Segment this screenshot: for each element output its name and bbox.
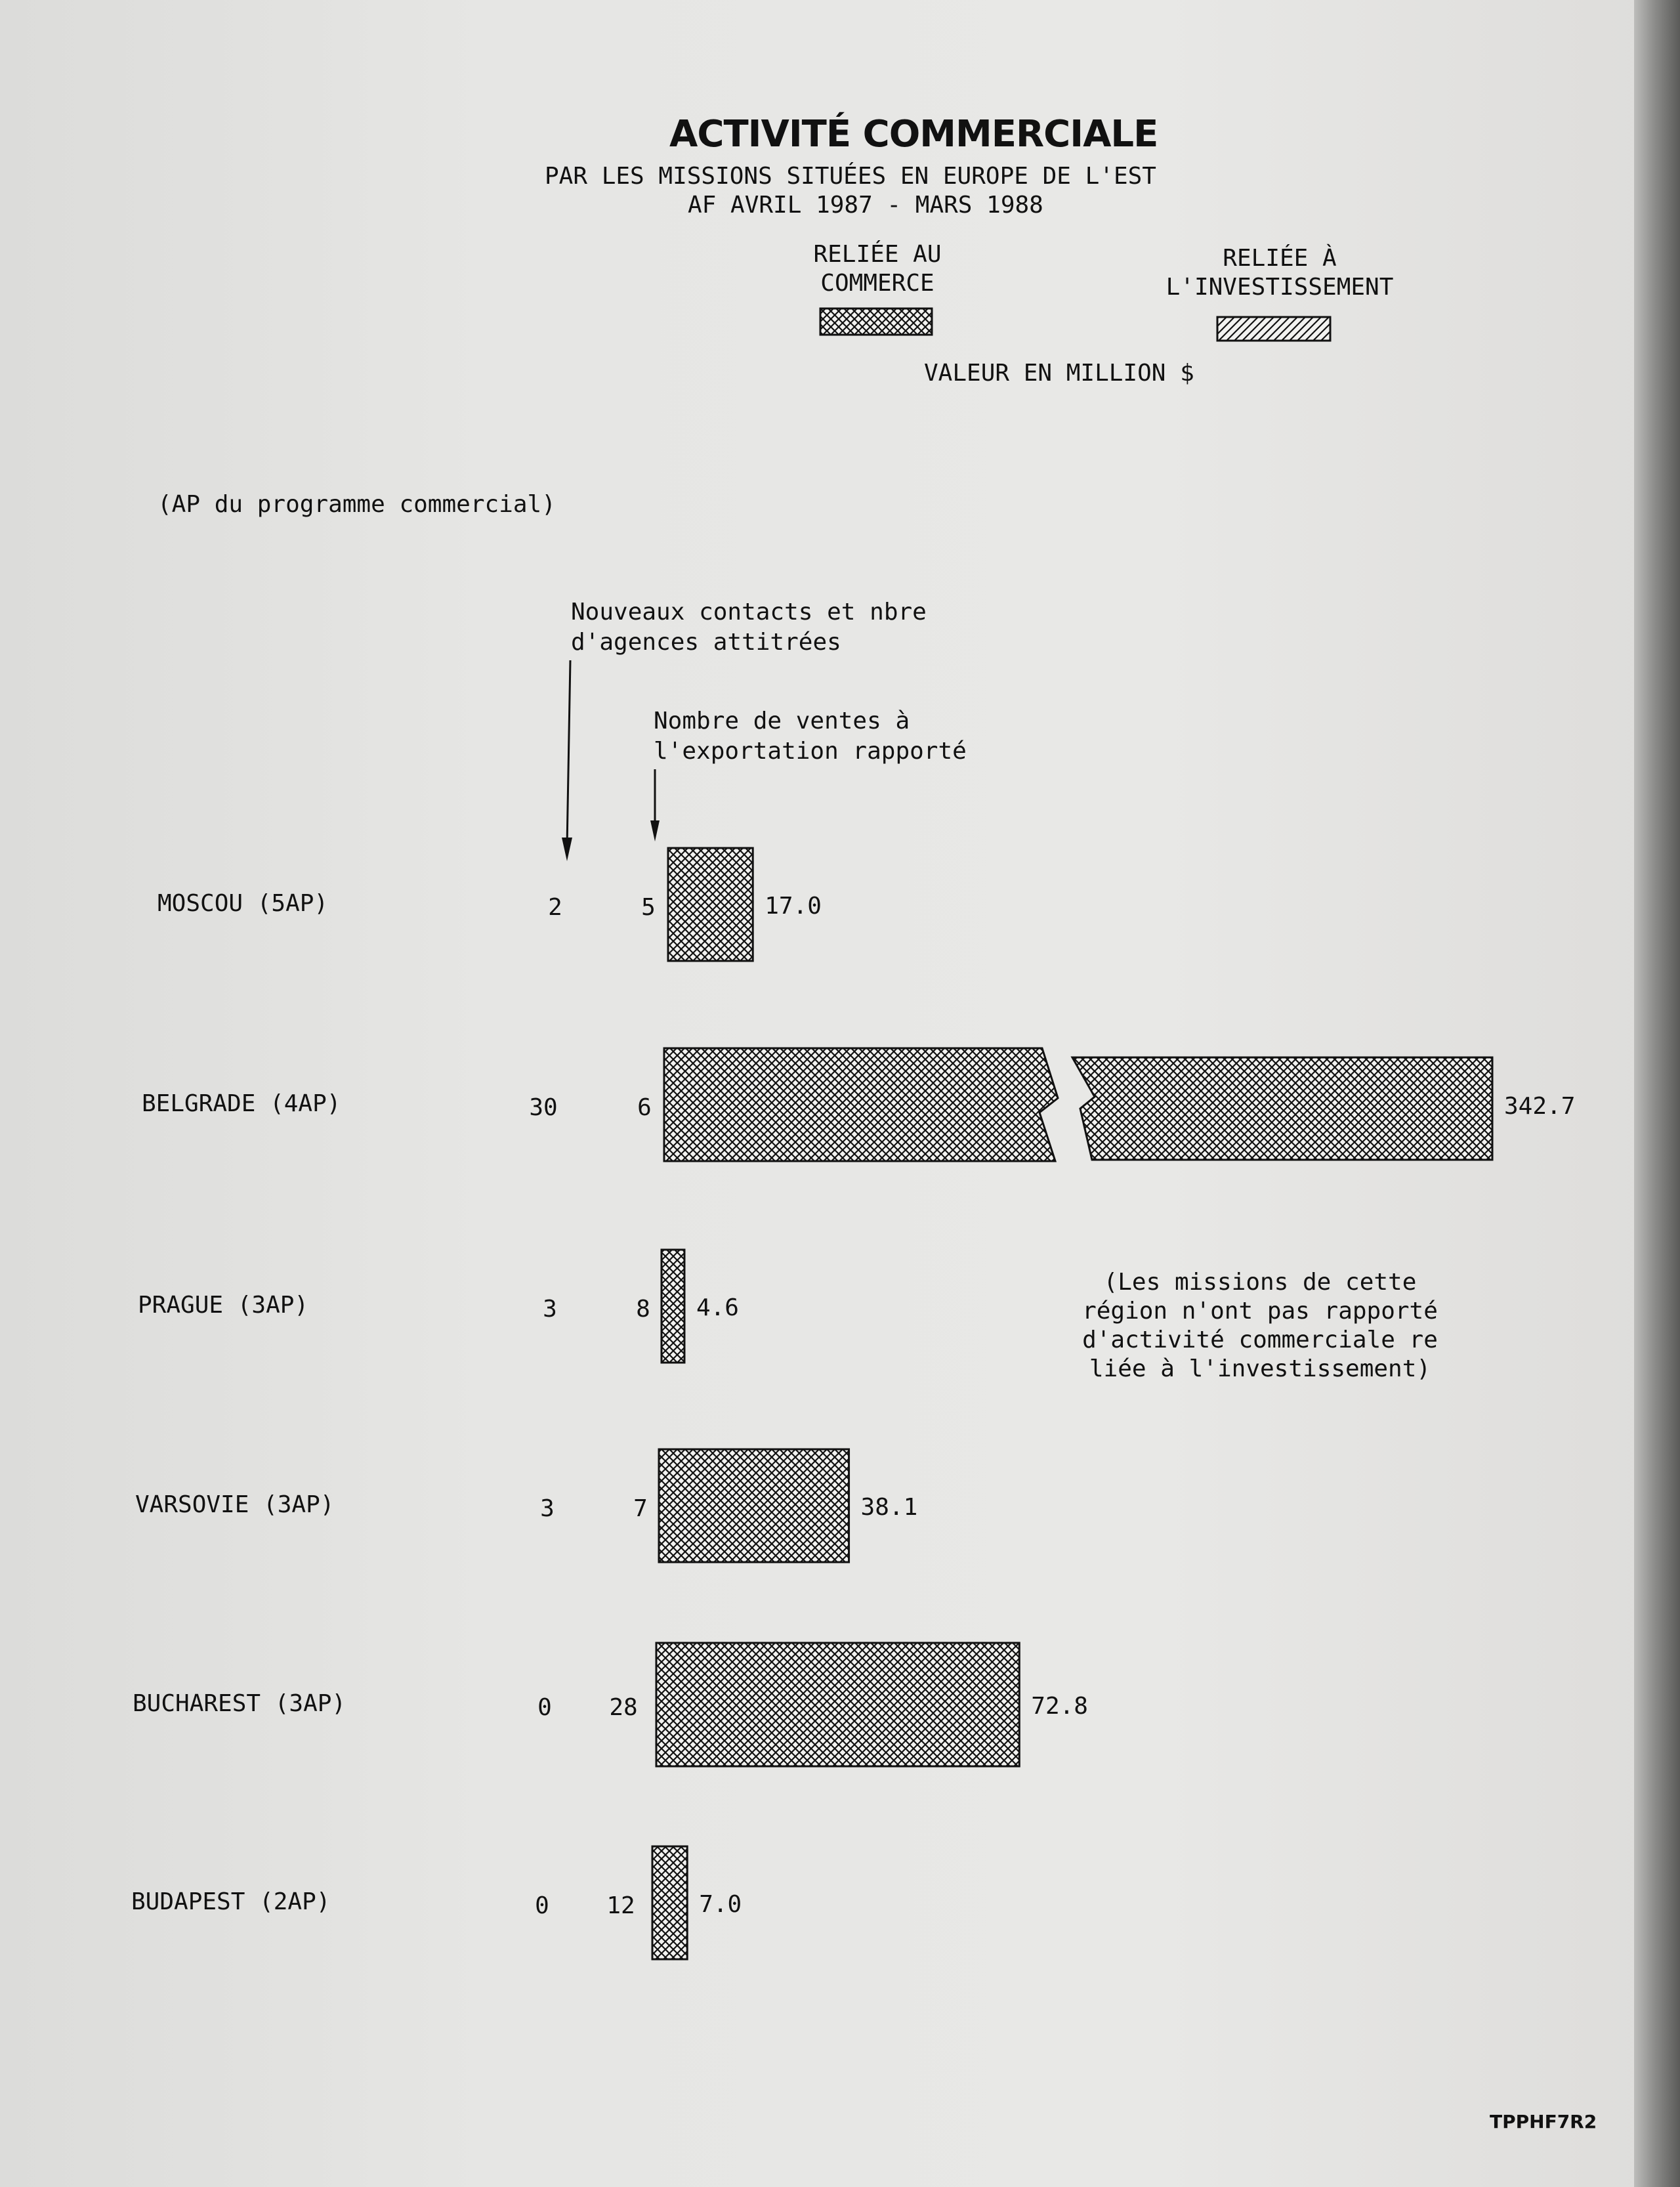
- bar-value-label: 72.8: [1031, 1693, 1088, 1720]
- legend-invest-line2: L'INVESTISSEMENT: [1166, 274, 1394, 301]
- contacts-annotation-line1: Nouveaux contacts et nbre: [571, 599, 927, 626]
- bar-value-label: 17.0: [765, 893, 822, 920]
- sales-annotation-line2: l'exportation rapporté: [654, 738, 967, 765]
- contacts-value: 0: [535, 1892, 549, 1919]
- category-label: BELGRADE (4AP): [142, 1090, 341, 1117]
- bar: [652, 1846, 687, 1959]
- category-label: PRAGUE (3AP): [138, 1292, 309, 1319]
- contacts-annotation-line2: d'agences attitrées: [571, 629, 841, 656]
- ap-note: (AP du programme commercial): [158, 491, 556, 518]
- sales-count-value: 7: [633, 1495, 648, 1522]
- footer-code: TPPHF7R2: [1490, 2111, 1597, 2133]
- bars-layer: [131, 848, 1575, 1959]
- bar: [668, 848, 753, 961]
- sales-count-value: 8: [636, 1296, 650, 1323]
- legend-commerce-line1: RELIÉE AU: [813, 241, 942, 268]
- sales-count-value: 5: [641, 894, 656, 921]
- investment-note-line3: d'activité commerciale re: [1082, 1327, 1438, 1353]
- investment-note-line2: région n'ont pas rapporté: [1082, 1298, 1438, 1325]
- bar-value-label: 38.1: [860, 1494, 918, 1521]
- category-label: BUCHAREST (3AP): [133, 1690, 346, 1717]
- bar-value-label: 7.0: [699, 1891, 742, 1918]
- sales-count-value: 12: [606, 1892, 635, 1919]
- legend-commerce-line2: COMMERCE: [820, 270, 934, 297]
- legend-commerce-swatch: [820, 308, 932, 335]
- bar-value-label: 342.7: [1504, 1093, 1576, 1120]
- legend-invest-line1: RELIÉE À: [1223, 245, 1337, 272]
- sales-arrow: [650, 769, 660, 841]
- bar-value-label: 4.6: [696, 1294, 739, 1321]
- contacts-value: 0: [537, 1694, 552, 1721]
- contacts-value: 30: [529, 1094, 558, 1121]
- legend-units: VALEUR EN MILLION $: [924, 360, 1194, 387]
- sales-count-value: 6: [637, 1094, 652, 1121]
- chart-title: ACTIVITÉ COMMERCIALE: [669, 113, 1158, 156]
- bar-belgrade-part2: [1072, 1057, 1492, 1160]
- chart-period: AF AVRIL 1987 - MARS 1988: [688, 192, 1043, 219]
- contacts-value: 3: [543, 1296, 557, 1323]
- category-label: BUDAPEST (2AP): [131, 1888, 331, 1915]
- chart-subtitle: PAR LES MISSIONS SITUÉES EN EUROPE DE L'EST: [545, 163, 1156, 190]
- contacts-value: 2: [548, 894, 562, 921]
- contacts-value: 3: [540, 1495, 555, 1522]
- investment-note-line1: (Les missions de cette: [1103, 1269, 1417, 1296]
- bar: [662, 1250, 684, 1363]
- bar-belgrade-part1: [664, 1048, 1058, 1161]
- sales-count-value: 28: [609, 1694, 638, 1721]
- category-label: MOSCOU (5AP): [158, 890, 329, 917]
- sales-annotation-line1: Nombre de ventes à: [654, 708, 910, 734]
- contacts-arrow: [562, 660, 572, 861]
- category-label: VARSOVIE (3AP): [135, 1491, 335, 1518]
- bar: [656, 1643, 1019, 1766]
- legend-invest-swatch: [1217, 317, 1330, 341]
- bar: [659, 1449, 849, 1562]
- investment-note-line4: liée à l'investissement): [1089, 1355, 1431, 1382]
